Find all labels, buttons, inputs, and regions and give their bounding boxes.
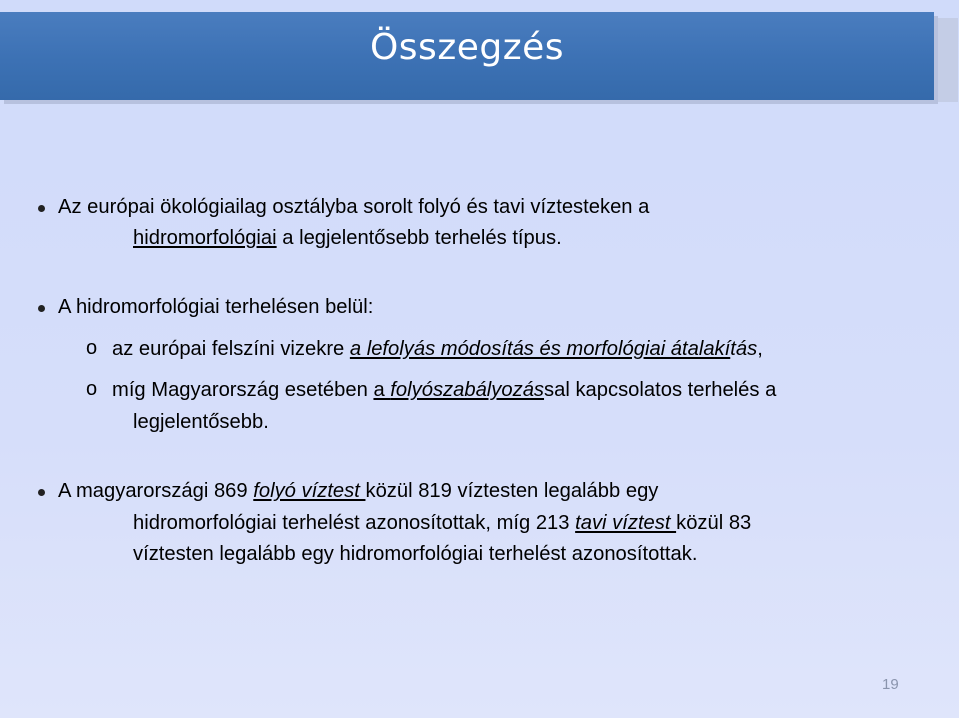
bullet-3-line-2b: közül 83: [676, 512, 752, 534]
sub-item-1-emphasis: a lefolyás módosítás és morfológiai átalakí: [349, 338, 731, 360]
sub-bullet-marker: o: [86, 337, 98, 359]
bullet-1-line-2-rest: a legjelentősebb terhelés típus.: [276, 227, 562, 249]
sub-bullet-marker: o: [86, 378, 98, 400]
sub-item-2-underlined: a: [373, 379, 391, 401]
bullet-dot: [38, 205, 45, 212]
bullet-3-line-2a: hidromorfológiai terhelést azonosítottak, míg 213: [133, 512, 576, 534]
sub-item-1-emphasis-tail: tás: [730, 338, 758, 360]
bullet-3-line-1: [58, 480, 658, 503]
sub-item-2-suffix: sal kapcsolatos terhelés a: [544, 379, 777, 401]
hidromorfologiai-term: hidromorfológiai: [133, 227, 277, 249]
page-number: 19: [882, 676, 899, 693]
tavi-viztest-term: tavi víztest: [575, 512, 677, 534]
bullet-dot: [38, 305, 45, 312]
sub-item-2-line-2: legjelentősebb.: [133, 411, 269, 433]
sub-item-2-prefix: míg Magyarország esetében: [112, 379, 374, 401]
bullet-2-text: A hidromorfológiai terhelésen belül:: [58, 296, 374, 318]
bullet-dot: [38, 489, 45, 496]
bullet-3-part-1: A magyarországi 869: [58, 480, 254, 502]
bullet-1-line-1: Az európai ökológiailag osztályba sorolt folyó és tavi víztesteken a: [58, 196, 650, 218]
sub-item-1: [112, 338, 763, 361]
bullet-1-line-2: [133, 227, 562, 250]
bullet-3-part-2: közül 819 víztesten legalább egy: [365, 480, 659, 502]
sub-item-2: [112, 379, 776, 402]
sub-item-1-prefix: az európai felszíni vizekre: [112, 338, 350, 360]
bullet-3-line-3: víztesten legalább egy hidromorfológiai terhelést azonosítottak.: [133, 543, 698, 565]
slide-title: Összegzés: [369, 27, 565, 68]
sub-item-2-emphasis: folyószabályozás: [390, 379, 545, 401]
folyo-viztest-term: folyó víztest: [253, 480, 366, 502]
sub-item-1-suffix: ,: [757, 338, 763, 360]
bullet-3-line-2: [133, 512, 751, 535]
